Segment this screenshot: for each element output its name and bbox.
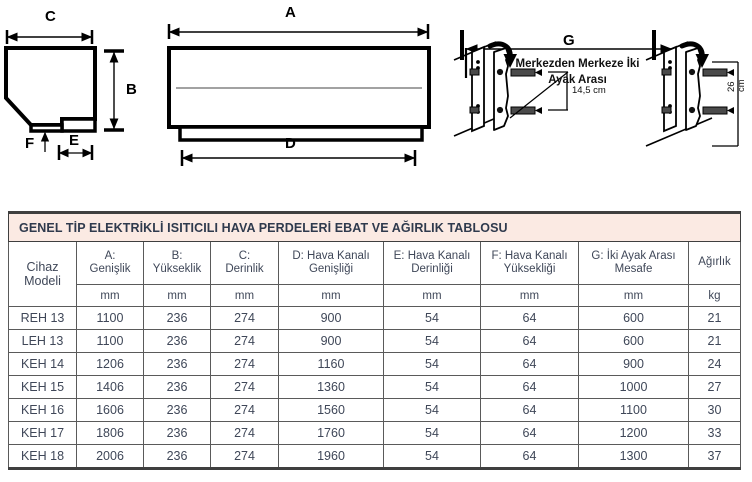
cell-c: 274 (211, 399, 279, 422)
table-row (9, 399, 741, 422)
header-col-g-line1: G: İki Ayak Arası (591, 249, 676, 262)
specification-table (8, 211, 741, 470)
unit-col-g: mm (579, 285, 689, 307)
cell-g: 1000 (579, 376, 689, 399)
cell-b: 236 (144, 422, 211, 445)
cell-d: 1960 (279, 445, 384, 469)
unit-col-b: mm (144, 285, 211, 307)
header-col-f-line2: Yüksekliği (503, 263, 556, 275)
cell-b: 236 (144, 307, 211, 330)
dimension-label-26cm: 26 cm (726, 79, 748, 92)
header-col-b-line2: Yükseklik (152, 263, 202, 275)
header-col-g (579, 242, 689, 285)
dimension-label-E: E (69, 132, 80, 149)
cell-d: 1760 (279, 422, 384, 445)
bracket-caption-line2: İki Ayak Arası (548, 58, 640, 86)
header-col-g-line2: Mesafe (614, 263, 653, 275)
dimension-label-A: A (285, 4, 296, 21)
header-col-d (279, 242, 384, 285)
header-cihaz-modeli (9, 242, 77, 307)
front-view-svg (160, 0, 445, 190)
cell-a: 1806 (77, 422, 144, 445)
cell-c: 274 (211, 330, 279, 353)
header-col-a-line1: A: (104, 249, 116, 262)
cell-g: 1100 (579, 399, 689, 422)
header-col-e (384, 242, 481, 285)
table-row (9, 422, 741, 445)
cell-c: 274 (211, 353, 279, 376)
cell-f: 64 (481, 307, 579, 330)
bracket-right (646, 30, 738, 146)
unit-col-weight: kg (689, 285, 741, 307)
cell-c: 274 (211, 422, 279, 445)
cell-c: 274 (211, 307, 279, 330)
header-col-e-line2: Derinliği (411, 263, 453, 275)
cell-weight: 37 (689, 445, 741, 469)
cell-f: 64 (481, 445, 579, 469)
header-cihaz-modeli-line1: Cihaz (26, 259, 59, 274)
unit-col-f: mm (481, 285, 579, 307)
cell-e: 54 (384, 422, 481, 445)
cell-weight: 27 (689, 376, 741, 399)
cell-a: 1406 (77, 376, 144, 399)
table-title-row (9, 213, 741, 242)
table-title: GENEL TİP ELEKTRİKLİ ISITICILI HAVA PERDELERİ EBAT VE AĞIRLIK TABLOSU (19, 220, 508, 235)
cell-a: 1100 (77, 330, 144, 353)
header-col-b-line1: B: (171, 249, 183, 262)
unit-col-a: mm (77, 285, 144, 307)
header-col-f-line1: F: Hava Kanalı (491, 249, 568, 262)
cell-model: KEH 14 (9, 353, 77, 376)
bracket-caption (505, 57, 650, 88)
cell-e: 54 (384, 353, 481, 376)
header-col-a-line2: Genişlik (89, 263, 131, 275)
dimension-label-C: C (45, 8, 56, 25)
cell-f: 64 (481, 376, 579, 399)
cell-b: 236 (144, 330, 211, 353)
header-col-a (77, 242, 144, 285)
cell-f: 64 (481, 353, 579, 376)
cell-d: 900 (279, 307, 384, 330)
table-row (9, 376, 741, 399)
header-col-c (211, 242, 279, 285)
table-header-row (9, 242, 741, 285)
technical-drawings (0, 0, 752, 195)
cell-g: 600 (579, 330, 689, 353)
cell-a: 1100 (77, 307, 144, 330)
cell-b: 236 (144, 353, 211, 376)
header-col-b (144, 242, 211, 285)
bracket-caption-line1: Merkezden Merkeze (515, 58, 624, 70)
unit-col-d: mm (279, 285, 384, 307)
table-row (9, 307, 741, 330)
cell-b: 236 (144, 445, 211, 469)
dimension-label-F: F (25, 135, 35, 152)
cell-e: 54 (384, 399, 481, 422)
cell-a: 1206 (77, 353, 144, 376)
cell-g: 1200 (579, 422, 689, 445)
cell-model: KEH 18 (9, 445, 77, 469)
cell-f: 64 (481, 399, 579, 422)
cell-d: 1560 (279, 399, 384, 422)
bracket-mounting-drawing (450, 0, 752, 190)
header-cihaz-modeli-line2: Modeli (24, 274, 61, 288)
cell-model: KEH 16 (9, 399, 77, 422)
unit-col-e: mm (384, 285, 481, 307)
cell-e: 54 (384, 445, 481, 469)
header-col-d-line2: Genişliği (308, 263, 354, 275)
cell-a: 2006 (77, 445, 144, 469)
cell-e: 54 (384, 330, 481, 353)
cell-model: REH 13 (9, 307, 77, 330)
header-col-c-line2: Derinlik (225, 263, 264, 275)
cell-model: KEH 15 (9, 376, 77, 399)
cell-b: 236 (144, 376, 211, 399)
cell-d: 1160 (279, 353, 384, 376)
cell-g: 900 (579, 353, 689, 376)
table-title-cell (9, 213, 741, 242)
header-col-weight-line1: Ağırlık (698, 256, 731, 269)
header-col-f (481, 242, 579, 285)
cell-weight: 21 (689, 330, 741, 353)
cell-g: 1300 (579, 445, 689, 469)
cell-model: KEH 17 (9, 422, 77, 445)
cell-d: 1360 (279, 376, 384, 399)
cell-model: LEH 13 (9, 330, 77, 353)
header-col-weight (689, 242, 741, 285)
dimension-label-B: B (126, 81, 137, 98)
cell-g: 600 (579, 307, 689, 330)
cell-weight: 24 (689, 353, 741, 376)
cell-c: 274 (211, 445, 279, 469)
dimension-label-D: D (285, 135, 296, 152)
cell-c: 274 (211, 376, 279, 399)
cell-f: 64 (481, 422, 579, 445)
cell-weight: 30 (689, 399, 741, 422)
header-col-c-line1: C: (238, 249, 251, 262)
dimension-label-G: G (563, 32, 575, 49)
cell-b: 236 (144, 399, 211, 422)
table-row (9, 445, 741, 469)
cell-e: 54 (384, 376, 481, 399)
table-row (9, 330, 741, 353)
unit-col-c: mm (211, 285, 279, 307)
front-view-drawing (160, 0, 445, 190)
table-row (9, 353, 741, 376)
table-unit-row (9, 285, 741, 307)
cell-weight: 33 (689, 422, 741, 445)
header-col-d-line1: D: Hava Kanalı (292, 249, 370, 262)
cell-a: 1606 (77, 399, 144, 422)
header-col-e-line1: E: Hava Kanalı (393, 249, 471, 262)
cell-d: 900 (279, 330, 384, 353)
side-view-drawing (0, 0, 155, 190)
cell-f: 64 (481, 330, 579, 353)
cell-e: 54 (384, 307, 481, 330)
specification-table-wrapper (8, 211, 740, 470)
cell-weight: 21 (689, 307, 741, 330)
dimension-label-14-5cm: 14,5 cm (572, 85, 606, 96)
